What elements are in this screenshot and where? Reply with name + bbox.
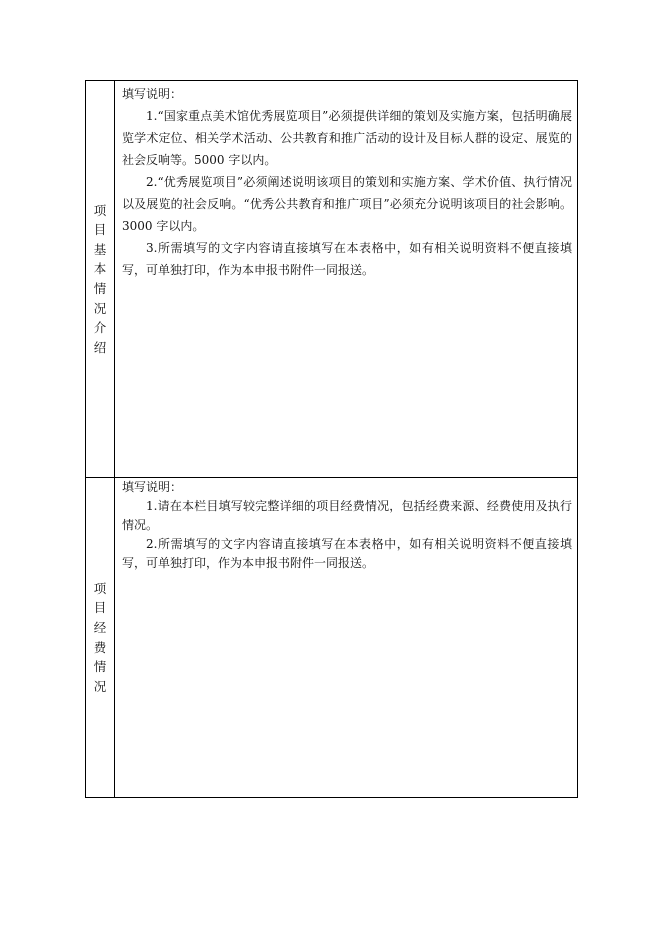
instruction-paragraph: 1.请在本栏目填写较完整详细的项目经费情况，包括经费来源、经费使用及执行情况。 xyxy=(122,499,572,532)
instruction-paragraph: 2.所需填写的文字内容请直接填写在本表格中，如有相关说明资料不便直接填写，可单独打印，作为本申报书附件一同报送。 xyxy=(122,537,572,570)
project-basic-info-label: 项目基本情况介绍 xyxy=(93,202,107,355)
fill-instructions-heading: 填写说明： xyxy=(122,87,183,101)
fill-instructions-heading: 填写说明： xyxy=(122,480,183,494)
project-basic-info-row xyxy=(86,81,578,478)
project-funding-label-cell xyxy=(86,478,115,798)
instruction-paragraph: 3.所需填写的文字内容请直接填写在本表格中，如有相关说明资料不便直接填写，可单独打印，作为本申报书附件一同报送。 xyxy=(122,241,572,277)
project-funding-content[interactable] xyxy=(115,478,578,798)
instruction-paragraph: 1.“国家重点美术馆优秀展览项目”必须提供详细的策划及实施方案，包括明确展览学术定位、相关学术活动、公共教育和推广活动的设计及目标人群的设定、展览的社会反响等。5000 字以内。 xyxy=(122,109,572,167)
application-form-table xyxy=(85,80,578,798)
project-basic-info-content[interactable] xyxy=(115,81,578,478)
instruction-paragraph: 2.“优秀展览项目”必须阐述说明该项目的策划和实施方案、学术价值、执行情况以及展览的社会反响。“优秀公共教育和推广项目”必须充分说明该项目的社会影响。3000 字以内。 xyxy=(122,175,572,233)
project-funding-row xyxy=(86,478,578,798)
project-basic-info-label-cell xyxy=(86,81,115,478)
project-funding-label: 项目经费情况 xyxy=(93,580,107,694)
